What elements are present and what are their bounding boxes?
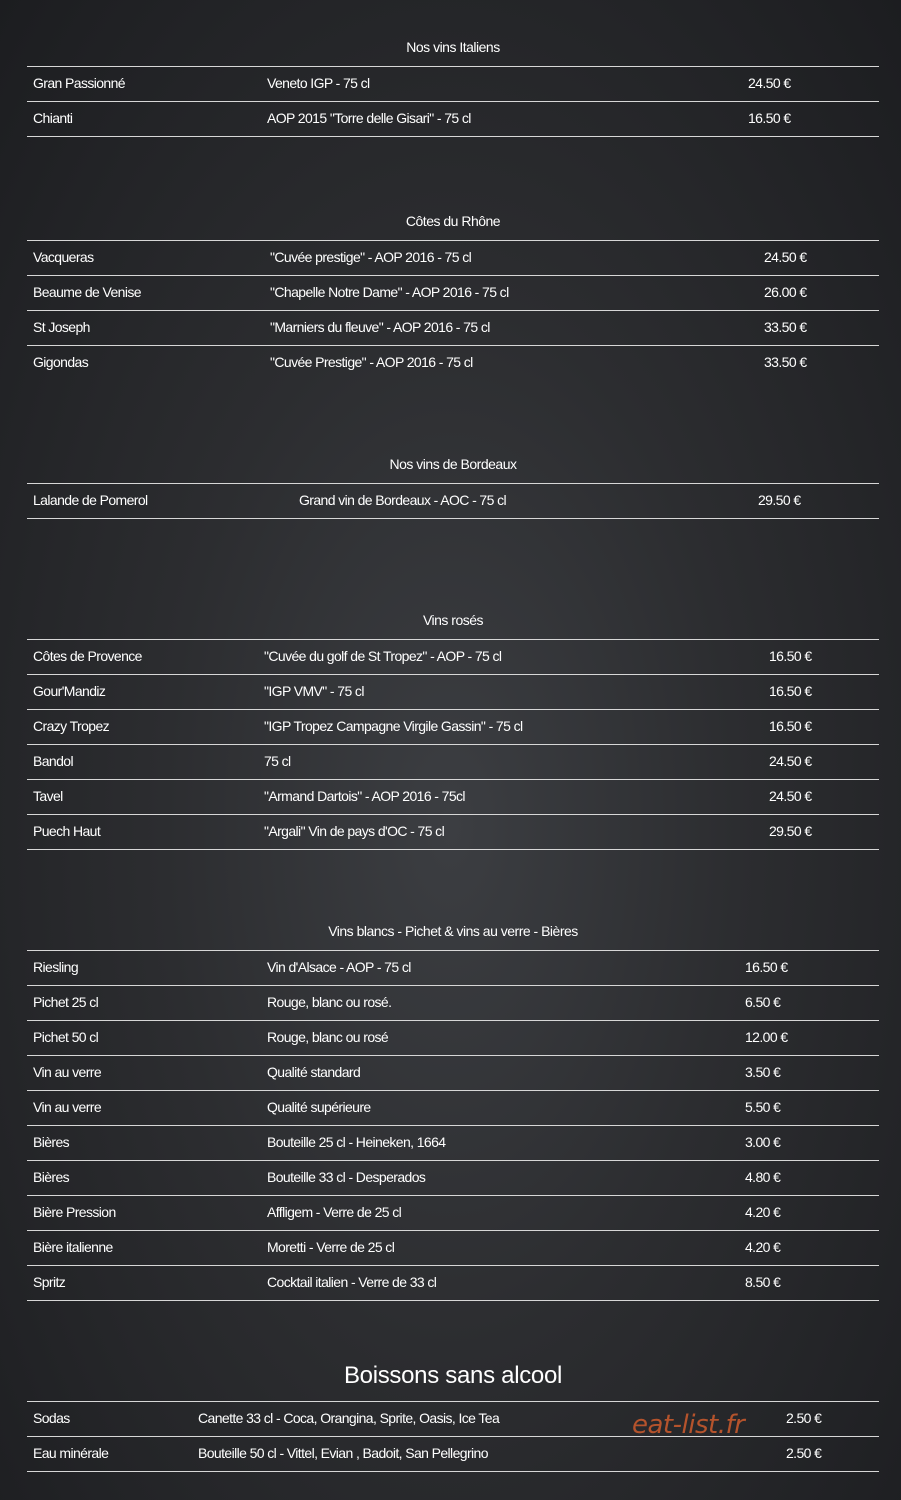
menu-row [27,1265,879,1301]
item-name: Pichet 50 cl [33,1029,99,1045]
item-price: 16.50 € [769,648,812,664]
item-name: Beaume de Venise [33,284,141,300]
item-description: "Marniers du fleuve" - AOP 2016 - 75 cl [270,319,490,335]
item-description: Vin d'Alsace - AOP - 75 cl [267,959,411,975]
item-name: Sodas [33,1410,70,1426]
menu-row [27,709,879,744]
menu-row [27,345,879,380]
menu-row [27,66,879,101]
item-name: Tavel [33,788,63,804]
item-name: Bière Pression [33,1204,116,1220]
menu-row [27,779,879,814]
menu-row [27,275,879,310]
section-vins-italiens [27,37,879,137]
item-name: Pichet 25 cl [33,994,99,1010]
item-description: "IGP Tropez Campagne Virgile Gassin" - 75 cl [264,718,523,734]
menu-row [27,240,879,275]
menu-row [27,1090,879,1125]
item-price: 4.20 € [745,1239,781,1255]
menu-row [27,985,879,1020]
menu-row [27,814,879,850]
section-title: Côtes du Rhône [405,213,501,229]
item-price: 5.50 € [745,1099,781,1115]
item-description: Grand vin de Bordeaux - AOC - 75 cl [299,492,506,508]
menu-row [27,1230,879,1265]
menu-row [27,1160,879,1195]
section-title: Vins rosés [422,612,484,628]
item-description: Rouge, blanc ou rosé. [267,994,392,1010]
item-name: Lalande de Pomerol [33,492,148,508]
item-description: "Chapelle Notre Dame" - AOP 2016 - 75 cl [270,284,509,300]
menu-row [27,483,879,519]
item-price: 29.50 € [758,492,801,508]
item-description: "Cuvée prestige" - AOP 2016 - 75 cl [270,249,472,265]
item-description: "IGP VMV" - 75 cl [264,683,364,699]
item-name: Vin au verre [33,1099,102,1115]
item-price: 16.50 € [748,110,791,126]
menu-row [27,1436,879,1472]
section-boissons-sans-alcool [27,1361,879,1472]
item-description: "Argali" Vin de pays d'OC - 75 cl [264,823,445,839]
menu-row [27,744,879,779]
item-price: 24.50 € [748,75,791,91]
item-price: 24.50 € [769,788,812,804]
item-price: 2.50 € [786,1410,822,1426]
item-description: 75 cl [264,753,291,769]
item-name: Crazy Tropez [33,718,110,734]
item-name: Puech Haut [33,823,101,839]
menu-row [27,1125,879,1160]
item-name: St Joseph [33,319,90,335]
section-cotes-du-rhone [27,211,879,380]
section-vins-roses [27,610,879,850]
item-price: 33.50 € [764,319,807,335]
item-description: Bouteille 33 cl - Desperados [267,1169,426,1185]
item-name: Chianti [33,110,73,126]
item-description: Canette 33 cl - Coca, Orangina, Sprite, Oasis, Ice Tea [198,1410,500,1426]
item-name: Vacqueras [33,249,94,265]
section-title: Nos vins de Bordeaux [389,456,517,472]
item-description: Qualité supérieure [267,1099,371,1115]
item-price: 16.50 € [769,718,812,734]
section-title: Boissons sans alcool [343,1362,563,1389]
item-price: 12.00 € [745,1029,788,1045]
item-name: Gour'Mandiz [33,683,106,699]
section-title: Nos vins Italiens [406,39,500,55]
section-vins-bordeaux [27,454,879,519]
item-description: Veneto IGP - 75 cl [267,75,370,91]
item-description: Qualité standard [267,1064,361,1080]
item-description: Cocktail italien - Verre de 33 cl [267,1274,437,1290]
menu-row [27,639,879,674]
section-title: Vins blancs - Pichet & vins au verre - Bières [328,923,578,939]
item-name: Riesling [33,959,78,975]
item-description: Moretti - Verre de 25 cl [267,1239,395,1255]
item-name: Vin au verre [33,1064,102,1080]
menu-row [27,1020,879,1055]
item-description: Affligem - Verre de 25 cl [267,1204,402,1220]
item-price: 33.50 € [764,354,807,370]
item-price: 29.50 € [769,823,812,839]
item-price: 2.50 € [786,1445,822,1461]
item-name: Bières [33,1134,70,1150]
item-price: 6.50 € [745,994,781,1010]
menu-row [27,101,879,137]
item-price: 16.50 € [769,683,812,699]
watermark-logo: eat-list.fr [632,1410,745,1440]
item-description: Bouteille 50 cl - Vittel, Evian , Badoit, San Pellegrino [198,1445,488,1461]
item-name: Bières [33,1169,70,1185]
item-name: Côtes de Provence [33,648,142,664]
item-description: Bouteille 25 cl - Heineken, 1664 [267,1134,446,1150]
item-price: 24.50 € [764,249,807,265]
item-price: 4.20 € [745,1204,781,1220]
section-vins-blancs-bieres [27,921,879,1301]
item-price: 4.80 € [745,1169,781,1185]
item-description: "Armand Dartois" - AOP 2016 - 75cl [264,788,465,804]
item-price: 24.50 € [769,753,812,769]
menu-row [27,1055,879,1090]
item-price: 16.50 € [745,959,788,975]
item-name: Bandol [33,753,73,769]
menu-row [27,1401,879,1436]
item-name: Gran Passionné [33,75,125,91]
item-price: 3.00 € [745,1134,781,1150]
item-description: "Cuvée Prestige" - AOP 2016 - 75 cl [270,354,473,370]
item-description: Rouge, blanc ou rosé [267,1029,389,1045]
item-name: Gigondas [33,354,89,370]
menu-row [27,950,879,985]
item-name: Eau minérale [33,1445,109,1461]
item-price: 3.50 € [745,1064,781,1080]
item-price: 8.50 € [745,1274,781,1290]
item-name: Bière italienne [33,1239,113,1255]
menu-row [27,674,879,709]
menu-row [27,310,879,345]
menu-row [27,1195,879,1230]
item-name: Spritz [33,1274,66,1290]
item-description: AOP 2015 "Torre delle Gisari" - 75 cl [267,110,471,126]
item-price: 26.00 € [764,284,807,300]
item-description: "Cuvée du golf de St Tropez" - AOP - 75 cl [264,648,502,664]
